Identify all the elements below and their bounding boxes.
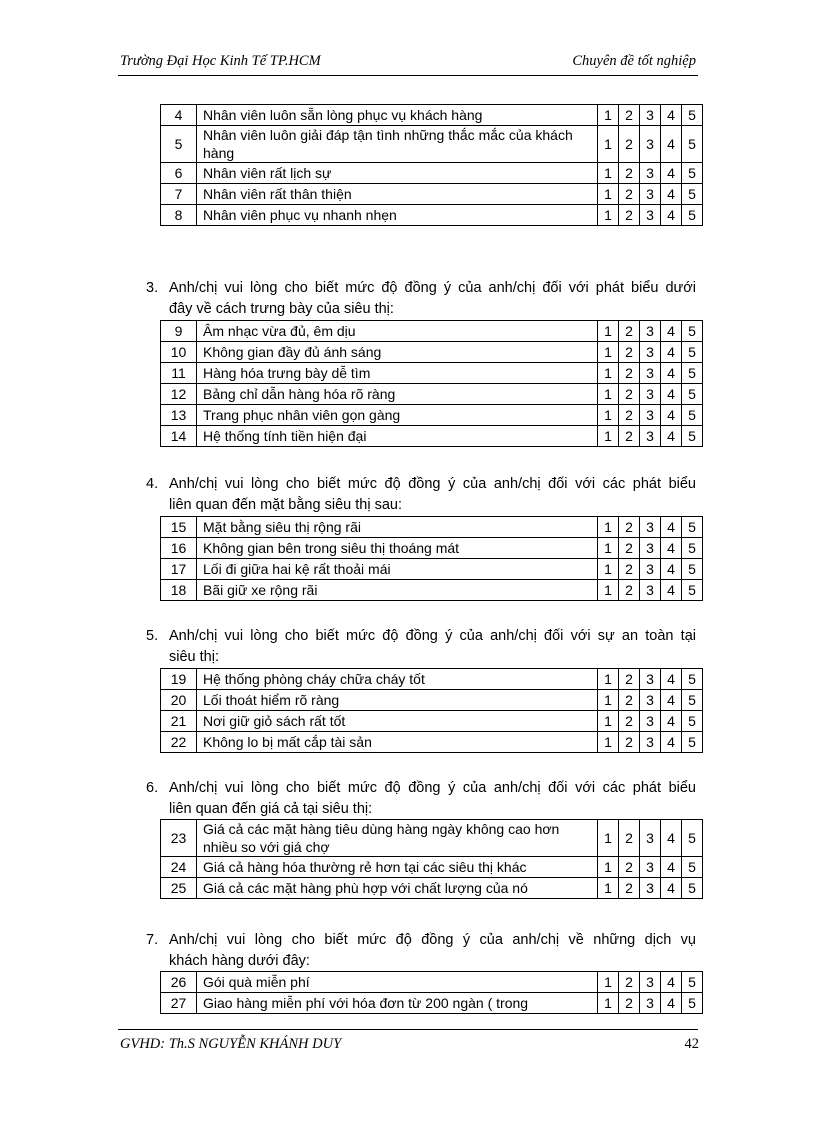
item-number: 22	[161, 732, 197, 753]
table-display	[160, 320, 703, 447]
rating-option-2[interactable]: 2	[619, 711, 640, 732]
item-number: 5	[161, 126, 197, 163]
rating-option-5[interactable]: 5	[682, 669, 703, 690]
table-safety	[160, 668, 703, 753]
table-row	[161, 993, 703, 1014]
table-row	[161, 342, 703, 363]
rating-option-2[interactable]: 2	[619, 993, 640, 1014]
rating-option-3[interactable]: 3	[640, 538, 661, 559]
rating-option-3[interactable]: 3	[640, 972, 661, 993]
rating-option-5[interactable]: 5	[682, 857, 703, 878]
table-row	[161, 184, 703, 205]
question-text-line: Anh/chị vui lòng cho biết mức độ đồng ý của anh/chị đối với phát biểu dưới	[169, 280, 696, 296]
rating-option-3[interactable]: 3	[640, 993, 661, 1014]
item-number: 14	[161, 426, 197, 447]
table-row	[161, 580, 703, 601]
rating-option-3[interactable]: 3	[640, 878, 661, 899]
rating-option-1[interactable]: 1	[598, 690, 619, 711]
item-number: 11	[161, 363, 197, 384]
rating-option-3[interactable]: 3	[640, 732, 661, 753]
item-number: 27	[161, 993, 197, 1014]
rating-option-2[interactable]: 2	[619, 820, 640, 857]
item-number: 25	[161, 878, 197, 899]
rating-option-1[interactable]: 1	[598, 426, 619, 447]
rating-option-5[interactable]: 5	[682, 342, 703, 363]
rating-option-4[interactable]: 4	[661, 993, 682, 1014]
rating-option-2[interactable]: 2	[619, 342, 640, 363]
rating-option-4[interactable]: 4	[661, 820, 682, 857]
rating-option-3[interactable]: 3	[640, 426, 661, 447]
question-text-line: Anh/chị vui lòng cho biết mức độ đồng ý của anh/chị về những dịch vụ	[169, 932, 696, 948]
question-number: 3.	[146, 280, 159, 296]
rating-option-2[interactable]: 2	[619, 732, 640, 753]
item-number: 19	[161, 669, 197, 690]
item-statement: Giá cả các mặt hàng tiêu dùng hàng ngày không cao hơn nhiều so với giá chợ	[197, 820, 598, 857]
item-number: 17	[161, 559, 197, 580]
rating-option-4[interactable]: 4	[661, 384, 682, 405]
rating-option-5[interactable]: 5	[682, 321, 703, 342]
rating-option-2[interactable]: 2	[619, 105, 640, 126]
header-school: Trường Đại Học Kinh Tế TP.HCM	[120, 53, 321, 69]
rating-option-3[interactable]: 3	[640, 559, 661, 580]
rating-option-5[interactable]: 5	[682, 559, 703, 580]
rating-option-4[interactable]: 4	[661, 342, 682, 363]
rating-option-1[interactable]: 1	[598, 405, 619, 426]
item-statement: Nhân viên rất lịch sự	[197, 163, 598, 184]
question-text-line: Anh/chị vui lòng cho biết mức độ đồng ý của anh/chị đối với các phát biểu	[169, 476, 696, 492]
rating-option-1[interactable]: 1	[598, 857, 619, 878]
rating-option-2[interactable]: 2	[619, 517, 640, 538]
rating-option-1[interactable]: 1	[598, 972, 619, 993]
rating-option-4[interactable]: 4	[661, 163, 682, 184]
table-row	[161, 405, 703, 426]
rating-option-2[interactable]: 2	[619, 538, 640, 559]
table-row	[161, 363, 703, 384]
rating-option-4[interactable]: 4	[661, 732, 682, 753]
rating-option-2[interactable]: 2	[619, 669, 640, 690]
item-number: 23	[161, 820, 197, 857]
rating-option-3[interactable]: 3	[640, 384, 661, 405]
table-row	[161, 205, 703, 226]
rating-option-2[interactable]: 2	[619, 321, 640, 342]
rating-option-1[interactable]: 1	[598, 163, 619, 184]
rating-option-5[interactable]: 5	[682, 105, 703, 126]
item-number: 13	[161, 405, 197, 426]
table-row	[161, 321, 703, 342]
rating-option-3[interactable]: 3	[640, 342, 661, 363]
rating-option-4[interactable]: 4	[661, 580, 682, 601]
footer-rule	[118, 1029, 698, 1030]
rating-option-1[interactable]: 1	[598, 878, 619, 899]
page-number: 42	[684, 1036, 699, 1052]
table-row	[161, 972, 703, 993]
rating-option-2[interactable]: 2	[619, 126, 640, 163]
rating-option-2[interactable]: 2	[619, 405, 640, 426]
item-number: 7	[161, 184, 197, 205]
rating-option-3[interactable]: 3	[640, 184, 661, 205]
item-number: 16	[161, 538, 197, 559]
rating-option-4[interactable]: 4	[661, 972, 682, 993]
rating-option-1[interactable]: 1	[598, 580, 619, 601]
rating-option-4[interactable]: 4	[661, 321, 682, 342]
item-number: 24	[161, 857, 197, 878]
rating-option-3[interactable]: 3	[640, 321, 661, 342]
rating-option-5[interactable]: 5	[682, 126, 703, 163]
table-row	[161, 517, 703, 538]
rating-option-3[interactable]: 3	[640, 857, 661, 878]
table-row	[161, 426, 703, 447]
rating-option-5[interactable]: 5	[682, 163, 703, 184]
rating-option-2[interactable]: 2	[619, 878, 640, 899]
table-row	[161, 820, 703, 857]
rating-option-5[interactable]: 5	[682, 993, 703, 1014]
rating-option-5[interactable]: 5	[682, 363, 703, 384]
item-number: 9	[161, 321, 197, 342]
rating-option-4[interactable]: 4	[661, 126, 682, 163]
item-statement: Lối đi giữa hai kệ rất thoải mái	[197, 559, 598, 580]
rating-option-5[interactable]: 5	[682, 690, 703, 711]
rating-option-4[interactable]: 4	[661, 205, 682, 226]
rating-option-4[interactable]: 4	[661, 105, 682, 126]
rating-option-3[interactable]: 3	[640, 405, 661, 426]
rating-option-1[interactable]: 1	[598, 538, 619, 559]
question-number: 6.	[146, 780, 159, 796]
rating-option-2[interactable]: 2	[619, 184, 640, 205]
table-row	[161, 559, 703, 580]
rating-option-2[interactable]: 2	[619, 559, 640, 580]
rating-option-5[interactable]: 5	[682, 732, 703, 753]
rating-option-4[interactable]: 4	[661, 517, 682, 538]
rating-option-1[interactable]: 1	[598, 363, 619, 384]
table-customer-services	[160, 971, 703, 1014]
rating-option-4[interactable]: 4	[661, 363, 682, 384]
item-statement: Giao hàng miễn phí với hóa đơn từ 200 ngàn ( trong	[197, 993, 598, 1014]
footer-advisor: GVHD: Th.S NGUYỄN KHÁNH DUY	[120, 1036, 342, 1052]
question-text-line: Anh/chị vui lòng cho biết mức độ đồng ý của anh/chị đối với sự an toàn tại	[169, 628, 696, 644]
rating-option-1[interactable]: 1	[598, 205, 619, 226]
rating-option-5[interactable]: 5	[682, 711, 703, 732]
item-number: 12	[161, 384, 197, 405]
rating-option-4[interactable]: 4	[661, 426, 682, 447]
item-statement: Giá cả hàng hóa thường rẻ hơn tại các siêu thị khác	[197, 857, 598, 878]
rating-option-1[interactable]: 1	[598, 184, 619, 205]
rating-option-3[interactable]: 3	[640, 690, 661, 711]
rating-option-3[interactable]: 3	[640, 205, 661, 226]
table-row	[161, 163, 703, 184]
rating-option-3[interactable]: 3	[640, 711, 661, 732]
item-statement: Âm nhạc vừa đủ, êm dịu	[197, 321, 598, 342]
rating-option-1[interactable]: 1	[598, 993, 619, 1014]
item-statement: Giá cả các mặt hàng phù hợp với chất lượng của nó	[197, 878, 598, 899]
question-number: 7.	[146, 932, 159, 948]
question-text-line: liên quan đến giá cả tại siêu thị:	[169, 801, 373, 817]
rating-option-3[interactable]: 3	[640, 363, 661, 384]
question-text-line: đây về cách trưng bày của siêu thị:	[169, 301, 394, 317]
rating-option-4[interactable]: 4	[661, 857, 682, 878]
rating-option-1[interactable]: 1	[598, 342, 619, 363]
rating-option-3[interactable]: 3	[640, 669, 661, 690]
rating-option-1[interactable]: 1	[598, 711, 619, 732]
rating-option-3[interactable]: 3	[640, 820, 661, 857]
rating-option-2[interactable]: 2	[619, 363, 640, 384]
rating-option-1[interactable]: 1	[598, 517, 619, 538]
question-text-line: khách hàng dưới đây:	[169, 953, 310, 969]
item-number: 8	[161, 205, 197, 226]
item-statement: Hàng hóa trưng bày dễ tìm	[197, 363, 598, 384]
table-row	[161, 878, 703, 899]
rating-option-5[interactable]: 5	[682, 517, 703, 538]
item-number: 20	[161, 690, 197, 711]
table-premises	[160, 516, 703, 601]
item-statement: Mặt bằng siêu thị rộng rãi	[197, 517, 598, 538]
header-rule	[118, 75, 698, 76]
rating-option-4[interactable]: 4	[661, 405, 682, 426]
table-staff-service	[160, 104, 703, 226]
item-statement: Nơi giữ giỏ sách rất tốt	[197, 711, 598, 732]
item-number: 21	[161, 711, 197, 732]
rating-option-2[interactable]: 2	[619, 972, 640, 993]
rating-option-5[interactable]: 5	[682, 205, 703, 226]
table-row	[161, 711, 703, 732]
header-document-type: Chuyên đề tốt nghiệp	[572, 53, 696, 69]
rating-option-5[interactable]: 5	[682, 426, 703, 447]
item-statement: Nhân viên rất thân thiện	[197, 184, 598, 205]
item-statement: Nhân viên luôn sẵn lòng phục vụ khách hàng	[197, 105, 598, 126]
question-text-line: siêu thị:	[169, 649, 219, 665]
rating-option-5[interactable]: 5	[682, 184, 703, 205]
item-statement: Trang phục nhân viên gọn gàng	[197, 405, 598, 426]
question-number: 5.	[146, 628, 159, 644]
rating-option-2[interactable]: 2	[619, 205, 640, 226]
rating-option-1[interactable]: 1	[598, 321, 619, 342]
rating-option-1[interactable]: 1	[598, 669, 619, 690]
question-text-line: Anh/chị vui lòng cho biết mức độ đồng ý của anh/chị đối với các phát biểu	[169, 780, 696, 796]
rating-option-3[interactable]: 3	[640, 580, 661, 601]
item-statement: Bãi giữ xe rộng rãi	[197, 580, 598, 601]
rating-option-1[interactable]: 1	[598, 732, 619, 753]
table-row	[161, 105, 703, 126]
rating-option-3[interactable]: 3	[640, 126, 661, 163]
rating-option-3[interactable]: 3	[640, 517, 661, 538]
rating-option-5[interactable]: 5	[682, 878, 703, 899]
rating-option-4[interactable]: 4	[661, 669, 682, 690]
rating-option-5[interactable]: 5	[682, 580, 703, 601]
item-statement: Không lo bị mất cắp tài sản	[197, 732, 598, 753]
table-row	[161, 732, 703, 753]
rating-option-2[interactable]: 2	[619, 426, 640, 447]
rating-option-4[interactable]: 4	[661, 184, 682, 205]
rating-option-1[interactable]: 1	[598, 559, 619, 580]
rating-option-5[interactable]: 5	[682, 405, 703, 426]
item-statement: Lối thoát hiểm rõ ràng	[197, 690, 598, 711]
item-statement: Bảng chỉ dẫn hàng hóa rõ ràng	[197, 384, 598, 405]
rating-option-1[interactable]: 1	[598, 126, 619, 163]
table-row	[161, 538, 703, 559]
rating-option-3[interactable]: 3	[640, 105, 661, 126]
rating-option-5[interactable]: 5	[682, 972, 703, 993]
item-statement: Không gian bên trong siêu thị thoáng mát	[197, 538, 598, 559]
item-number: 10	[161, 342, 197, 363]
rating-option-1[interactable]: 1	[598, 820, 619, 857]
table-row	[161, 126, 703, 163]
item-number: 6	[161, 163, 197, 184]
item-statement: Hệ thống tính tiền hiện đại	[197, 426, 598, 447]
rating-option-5[interactable]: 5	[682, 820, 703, 857]
rating-option-4[interactable]: 4	[661, 878, 682, 899]
rating-option-5[interactable]: 5	[682, 384, 703, 405]
item-statement: Nhân viên luôn giải đáp tận tình những thắc mắc của khách hàng	[197, 126, 598, 163]
item-statement: Nhân viên phục vụ nhanh nhẹn	[197, 205, 598, 226]
rating-option-3[interactable]: 3	[640, 163, 661, 184]
question-text-line: liên quan đến mặt bằng siêu thị sau:	[169, 497, 402, 513]
rating-option-2[interactable]: 2	[619, 690, 640, 711]
table-row	[161, 384, 703, 405]
rating-option-4[interactable]: 4	[661, 538, 682, 559]
table-row	[161, 857, 703, 878]
item-number: 26	[161, 972, 197, 993]
item-statement: Hệ thống phòng cháy chữa cháy tốt	[197, 669, 598, 690]
rating-option-4[interactable]: 4	[661, 559, 682, 580]
rating-option-4[interactable]: 4	[661, 711, 682, 732]
rating-option-2[interactable]: 2	[619, 384, 640, 405]
question-number: 4.	[146, 476, 159, 492]
rating-option-2[interactable]: 2	[619, 580, 640, 601]
rating-option-5[interactable]: 5	[682, 538, 703, 559]
rating-option-1[interactable]: 1	[598, 384, 619, 405]
item-number: 15	[161, 517, 197, 538]
rating-option-2[interactable]: 2	[619, 857, 640, 878]
item-number: 4	[161, 105, 197, 126]
rating-option-1[interactable]: 1	[598, 105, 619, 126]
item-statement: Gói quà miễn phí	[197, 972, 598, 993]
item-statement: Không gian đầy đủ ánh sáng	[197, 342, 598, 363]
table-row	[161, 690, 703, 711]
table-prices	[160, 819, 703, 899]
item-number: 18	[161, 580, 197, 601]
table-row	[161, 669, 703, 690]
rating-option-2[interactable]: 2	[619, 163, 640, 184]
rating-option-4[interactable]: 4	[661, 690, 682, 711]
